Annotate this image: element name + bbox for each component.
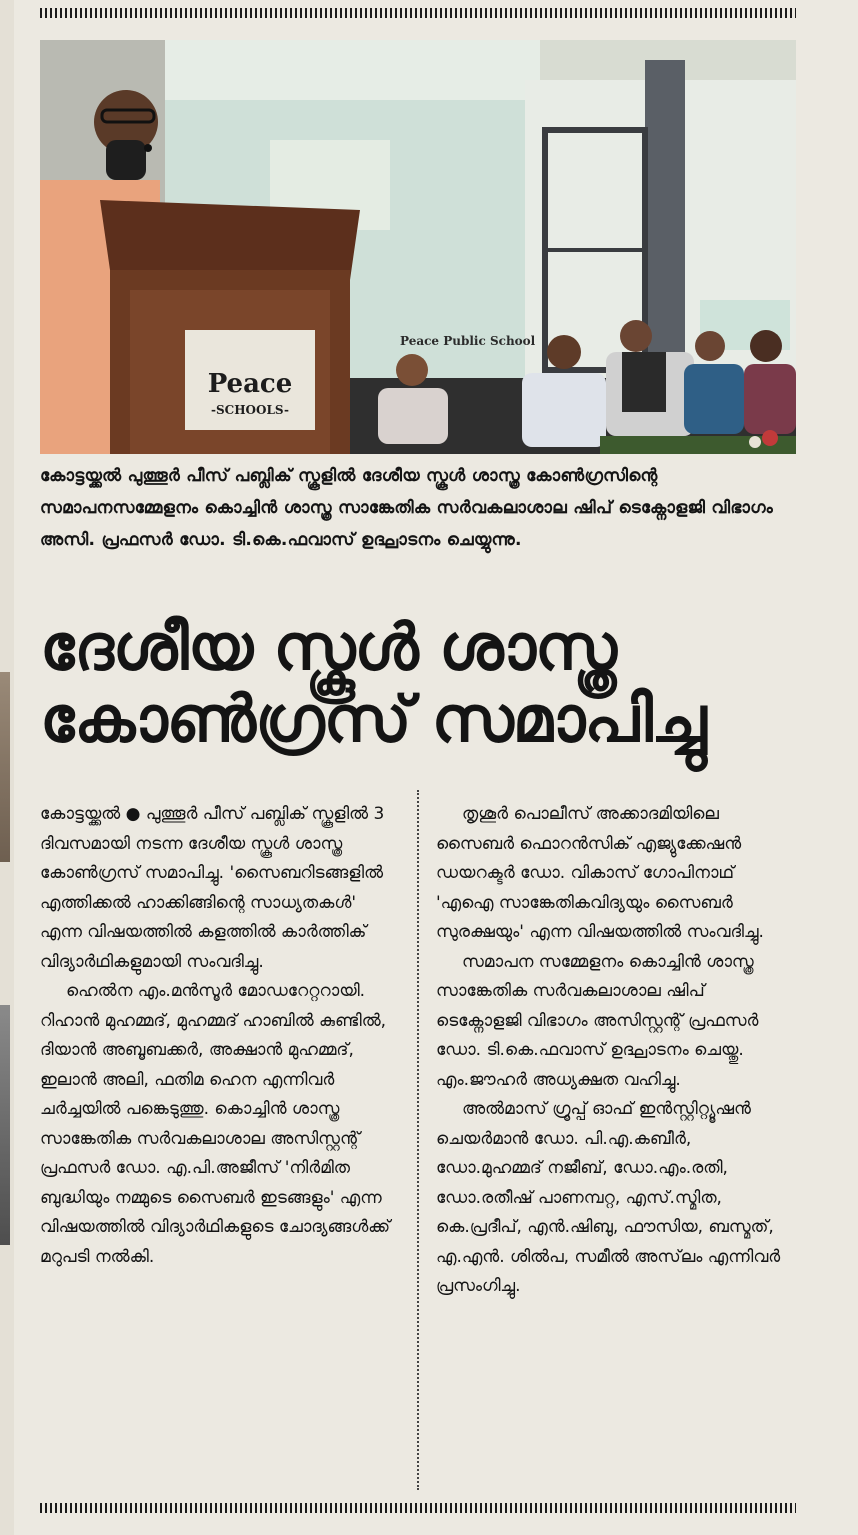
article-column-left — [40, 800, 396, 1272]
adjacent-page-photo-fragment — [0, 672, 10, 862]
adjacent-page-photo-fragment — [0, 1005, 10, 1245]
photo-caption: കോട്ടയ്ക്കൽ പുത്തൂർ പീസ് പബ്ലിക് സ്കൂളിൽ ദേശീയ സ്കൂൾ ശാസ്ത്ര കോൺഗ്രസിന്റെ സമാപനസമ്മേളനം കൊച്ചിൻ ശാസ്ത്ര സാങ്കേതിക സർവകലാശാല ഷിപ് ടെക്നോളജി വിഭാഗം അസി. പ്രഫസർ ഡോ. ടി.കെ.ഫവാസ് ഉദ്ഘാടനം ചെയ്യുന്നു. — [40, 466, 774, 550]
news-photo — [40, 40, 796, 454]
article-paragraph: അൽമാസ് ഗ്രൂപ്പ് ഓഫ് ഇൻസ്റ്റിറ്റ്യൂഷൻ ചെയർമാൻ ഡോ. പി.എ.കബീർ, ഡോ.മുഹമ്മദ് നജീബ്, ഡോ.എം.രതി, ഡോ.രതീഷ് പാണമ്പറ്റ, എസ്.സ്മിത, കെ.പ്രദീപ്, എൻ.ഷിബു, ഫൗസിയ, ബസ്മത്, എ.എൻ. ശിൽപ, സമീൽ അസ്‌ലം എന്നിവർ പ്രസംഗിച്ചു. — [436, 1099, 781, 1296]
article-paragraph: ഹെൽന എം.മൻസൂർ മോഡറേറ്ററായി. റിഹാൻ മുഹമ്മദ്, മുഹമ്മദ് ഹാബിൽ കുണ്ടിൽ, ദിയാൻ അബൂബക്കർ, അക്ഷാൻ മുഹമ്മദ്, ഇലാൻ അലി, ഫതിമ ഹെന എന്നിവർ ചർച്ചയിൽ പങ്കെടുത്തു. കൊച്ചിൻ ശാസ്ത്ര സാങ്കേതിക സർവകലാശാല അസിസ്റ്റന്റ് പ്രഫസർ ഡോ. എ.പി.അജീസ് 'നിർമിത ബുദ്ധിയും നമ്മുടെ സൈബർ ഇടങ്ങളും' എന്ന വിഷയത്തിൽ വിദ്യാർഥികളുടെ ചോദ്യങ്ങൾക്ക് മറുപടി നൽകി. — [40, 981, 391, 1267]
banner-text: Peace Public School — [400, 334, 536, 348]
podium-logo-subtext: -SCHOOLS- — [211, 403, 289, 417]
adjacent-page-edge — [0, 0, 14, 1535]
article-paragraph: കോട്ടയ്ക്കൽ ● പുത്തൂർ പീസ് പബ്ലിക് സ്കൂളിൽ 3 ദിവസമായി നടന്ന ദേശീയ സ്കൂൾ ശാസ്ത്ര കോൺഗ്രസ് സമാപിച്ചു. 'സൈബറിടങ്ങളിൽ എത്തിക്കൽ ഹാക്കിങ്ങിന്റെ സാധ്യതകൾ' എന്ന വിഷയത്തിൽ കളത്തിൽ കാർത്തിക് വിദ്യാർഥികളുമായി സംവദിച്ചു. — [40, 804, 385, 972]
bottom-dashed-rule — [40, 1503, 796, 1513]
article-column-right — [436, 800, 792, 1302]
headline-line-2: കോൺഗ്രസ് സമാപിച്ചു — [40, 683, 706, 757]
headline-line-1: ദേശീയ സ്കൂൾ ശാസ്ത്ര — [40, 611, 616, 685]
column-divider — [417, 790, 419, 1490]
article-paragraph: സമാപന സമ്മേളനം കൊച്ചിൻ ശാസ്ത്ര സാങ്കേതിക സർവകലാശാല ഷിപ് ടെക്നോളജി വിഭാഗം അസിസ്റ്റന്റ് പ്രഫസർ ഡോ. ടി.കെ.ഫവാസ് ഉദ്ഘാടനം ചെയ്തു. എം.ജൗഹർ അധ്യക്ഷത വഹിച്ചു. — [436, 951, 759, 1090]
headline — [40, 612, 796, 756]
article-paragraph: തൃശൂർ പൊലീസ് അക്കാദമിയിലെ സൈബർ ഫൊറൻസിക് എജ്യുക്കേഷൻ ഡയറക്ടർ ഡോ. വികാസ് ഗോപിനാഥ് 'എഐ സാങ്കേതികവിദ്യയും സൈബർ സുരക്ഷയും' എന്ന വിഷയത്തിൽ സംവദിച്ചു. — [436, 804, 764, 942]
top-dashed-rule — [40, 8, 796, 18]
podium-logo-text: Peace — [207, 369, 293, 399]
